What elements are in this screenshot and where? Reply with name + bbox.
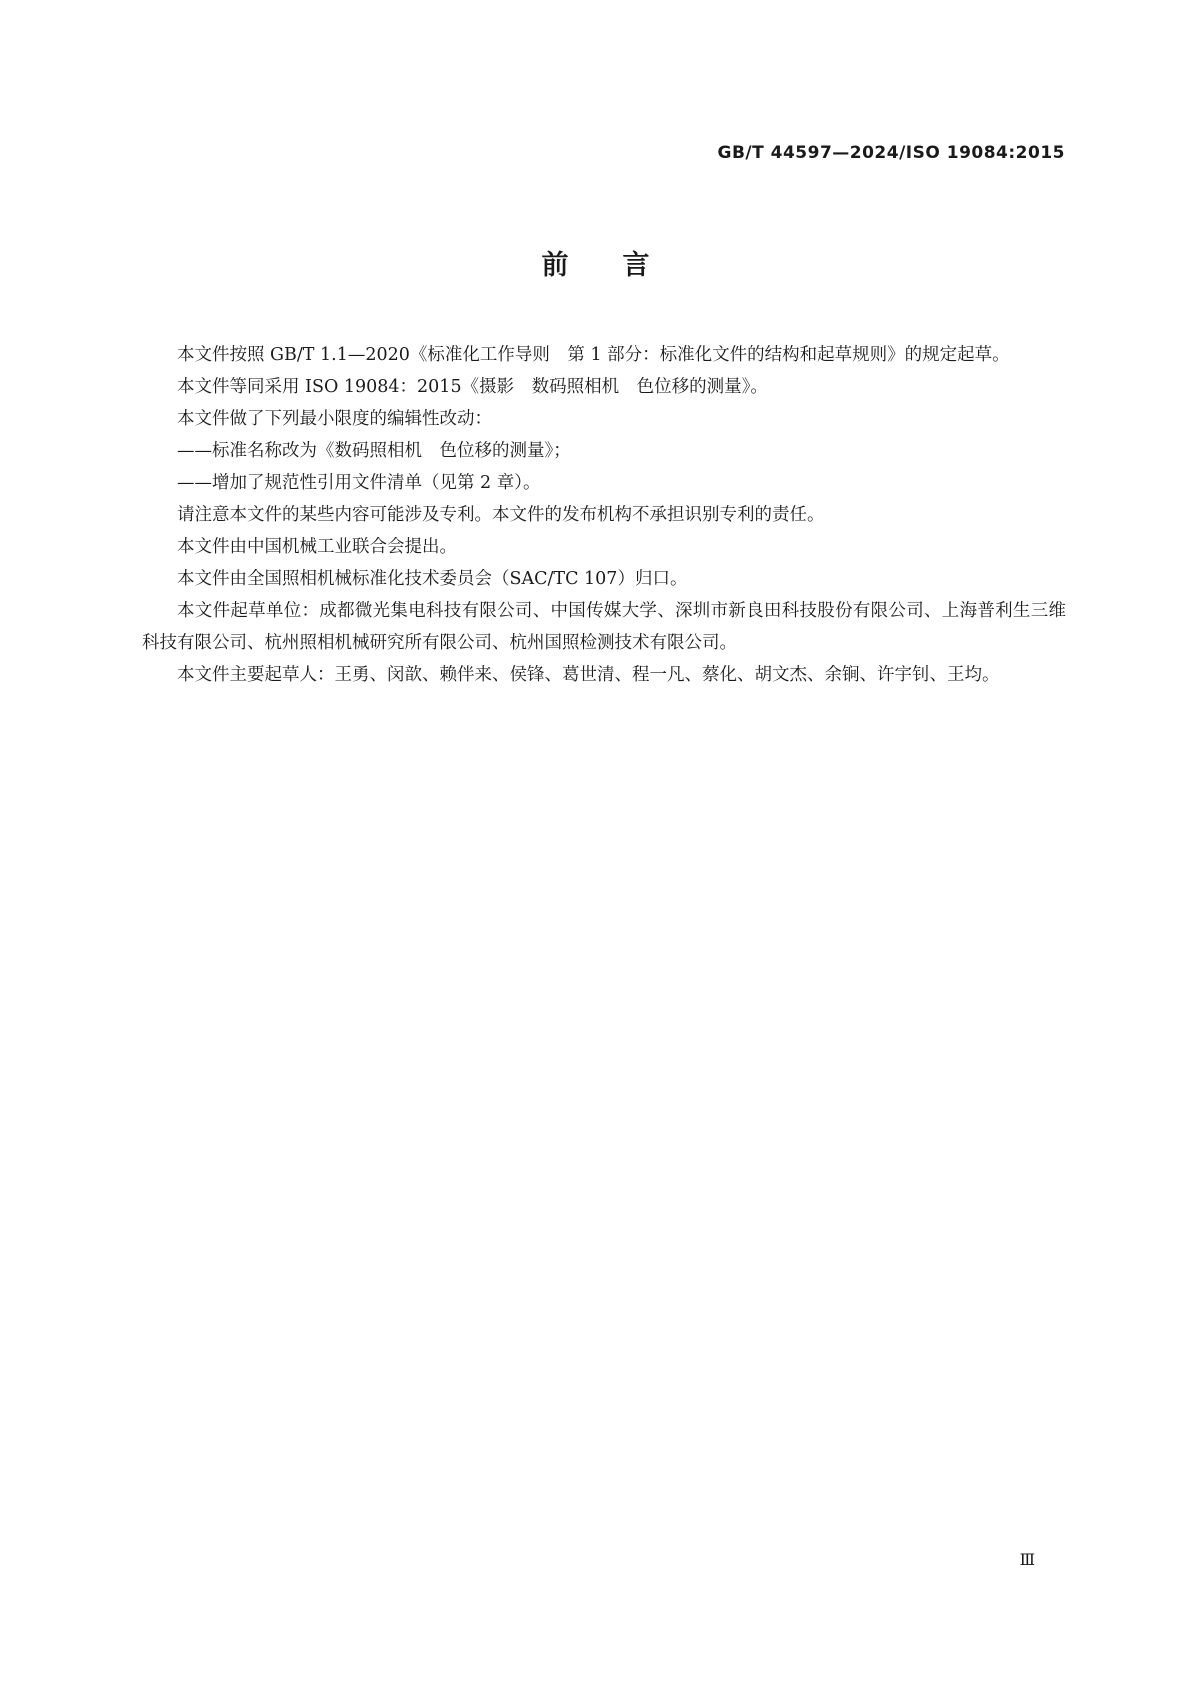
foreword-body (142, 339, 1066, 691)
paragraph: 本文件主要起草人：王勇、闵歆、赖伴来、侯锋、葛世清、程一凡、蔡化、胡文杰、余锏、许宇钊、王均。 (177, 665, 1000, 685)
page-number: Ⅲ (1019, 1550, 1035, 1569)
paragraph: 本文件由全国照相机械标准化技术委员会（SAC/TC 107）归口。 (177, 569, 688, 589)
standard-number: GB/T 44597—2024/ISO 19084:2015 (717, 143, 1065, 163)
page-title: 前 言 (541, 250, 650, 281)
paragraph: 本文件起草单位：成都微光集电科技有限公司、中国传媒大学、深圳市新良田科技股份有限公司、上海普利生三维科技有限公司、杭州照相机械研究所有限公司、杭州国照检测技术有限公司。 (142, 601, 1066, 653)
list-item: ——增加了规范性引用文件清单（见第 2 章）。 (177, 473, 541, 493)
paragraph: 本文件按照 GB/T 1.1—2020《标准化工作导则 第 1 部分：标准化文件的结构和起草规则》的规定起草。 (177, 345, 1010, 365)
paragraph: 本文件由中国机械工业联合会提出。 (177, 537, 457, 557)
paragraph: 本文件做了下列最小限度的编辑性改动： (177, 409, 492, 429)
paragraph: 本文件等同采用 ISO 19084：2015《摄影 数码照相机 色位移的测量》。 (177, 377, 768, 397)
list-item: ——标准名称改为《数码照相机 色位移的测量》； (177, 441, 571, 461)
paragraph: 请注意本文件的某些内容可能涉及专利。本文件的发布机构不承担识别专利的责任。 (177, 505, 825, 525)
